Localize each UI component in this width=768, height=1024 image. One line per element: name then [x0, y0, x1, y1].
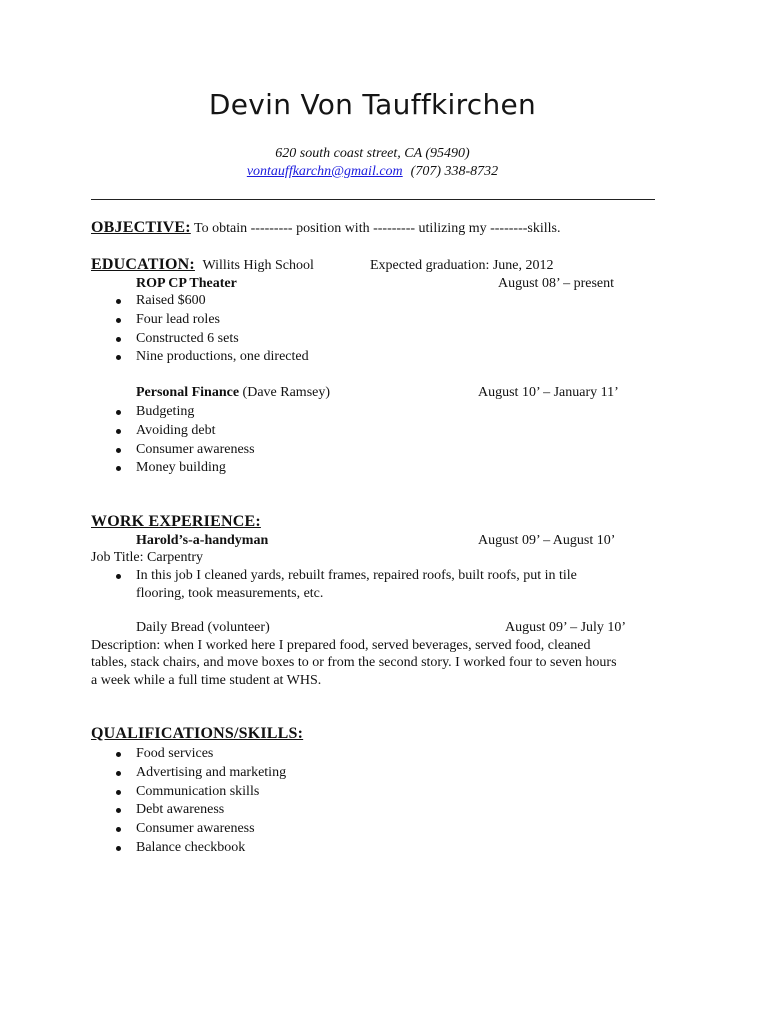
job-description-line: tables, stack chairs, and move boxes to or from the second story. I worked four to seven hours [91, 655, 617, 670]
bullet-icon [116, 574, 121, 579]
program-dates: August 08’ – present [498, 276, 614, 291]
program-bullets [92, 403, 255, 478]
list-item: Debt awareness [92, 801, 286, 820]
program-title-suffix: (Dave Ramsey) [239, 385, 331, 400]
list-item: Food services [92, 745, 286, 764]
job-description-line: a week while a full time student at WHS. [91, 673, 322, 688]
employer-name: Harold’s-a-handyman [136, 533, 269, 548]
employer-name: Daily Bread (volunteer) [136, 620, 270, 635]
list-item: Balance checkbook [92, 839, 286, 858]
program-bullets [92, 292, 309, 367]
objective-text: To obtain --------- position with --------- utilizing my --------skills. [194, 221, 561, 236]
bullet-icon [116, 752, 121, 757]
program-title-line [136, 385, 330, 401]
objective-heading: OBJECTIVE: [91, 219, 191, 236]
list-item: Consumer awareness [92, 820, 286, 839]
list-item: Constructed 6 sets [92, 330, 309, 349]
list-item: Budgeting [92, 403, 255, 422]
bullet-icon [116, 846, 121, 851]
bullet-icon [116, 790, 121, 795]
resume-name: Devin Von Tauffkirchen [208, 88, 537, 121]
list-item: Money building [92, 459, 255, 478]
phone-number: (707) 338-8732 [410, 164, 499, 179]
bullet-icon [116, 429, 121, 434]
school-name: Willits High School [202, 258, 314, 273]
job-dates: August 09’ – August 10’ [478, 533, 616, 548]
program-title: ROP CP Theater [136, 276, 237, 291]
list-item: Consumer awareness [92, 441, 255, 460]
skills-heading: QUALIFICATIONS/SKILLS: [91, 725, 304, 742]
contact-line [0, 164, 745, 180]
list-item: Raised $600 [92, 292, 309, 311]
bullet-icon [116, 448, 121, 453]
program-dates: August 10’ – January 11’ [478, 385, 619, 400]
bullet-icon [116, 827, 121, 832]
job-description-line: Description: when I worked here I prepared food, served beverages, served food, cleaned [91, 638, 591, 653]
list-item: In this job I cleaned yards, rebuilt frames, repaired roofs, built roofs, put in tile [92, 567, 577, 585]
list-item: Communication skills [92, 783, 286, 802]
list-item: Avoiding debt [92, 422, 255, 441]
bullet-icon [116, 337, 121, 342]
list-item-continuation: flooring, took measurements, etc. [136, 585, 324, 601]
bullet-icon [116, 808, 121, 813]
list-item: Four lead roles [92, 311, 309, 330]
address: 620 south coast street, CA (95490) [275, 146, 470, 161]
header-divider [91, 199, 655, 200]
bullet-icon [116, 771, 121, 776]
work-heading: WORK EXPERIENCE: [91, 513, 261, 530]
bullet-icon [116, 410, 121, 415]
education-heading: EDUCATION: [91, 256, 195, 273]
email-link[interactable]: vontauffkarchn@gmail.com [246, 164, 403, 179]
job-dates: August 09’ – July 10’ [505, 620, 627, 635]
job-title: Job Title: Carpentry [91, 550, 204, 565]
list-item: Nine productions, one directed [92, 348, 309, 367]
bullet-icon [116, 318, 121, 323]
job-bullets [92, 567, 577, 602]
list-item: Advertising and marketing [92, 764, 286, 783]
program-title: Personal Finance [136, 385, 240, 400]
expected-graduation: Expected graduation: June, 2012 [370, 258, 554, 273]
education-heading-line [91, 256, 314, 274]
bullet-icon [116, 466, 121, 471]
skills-list [92, 745, 286, 858]
bullet-icon [116, 299, 121, 304]
bullet-icon [116, 355, 121, 360]
objective-line [91, 219, 560, 237]
